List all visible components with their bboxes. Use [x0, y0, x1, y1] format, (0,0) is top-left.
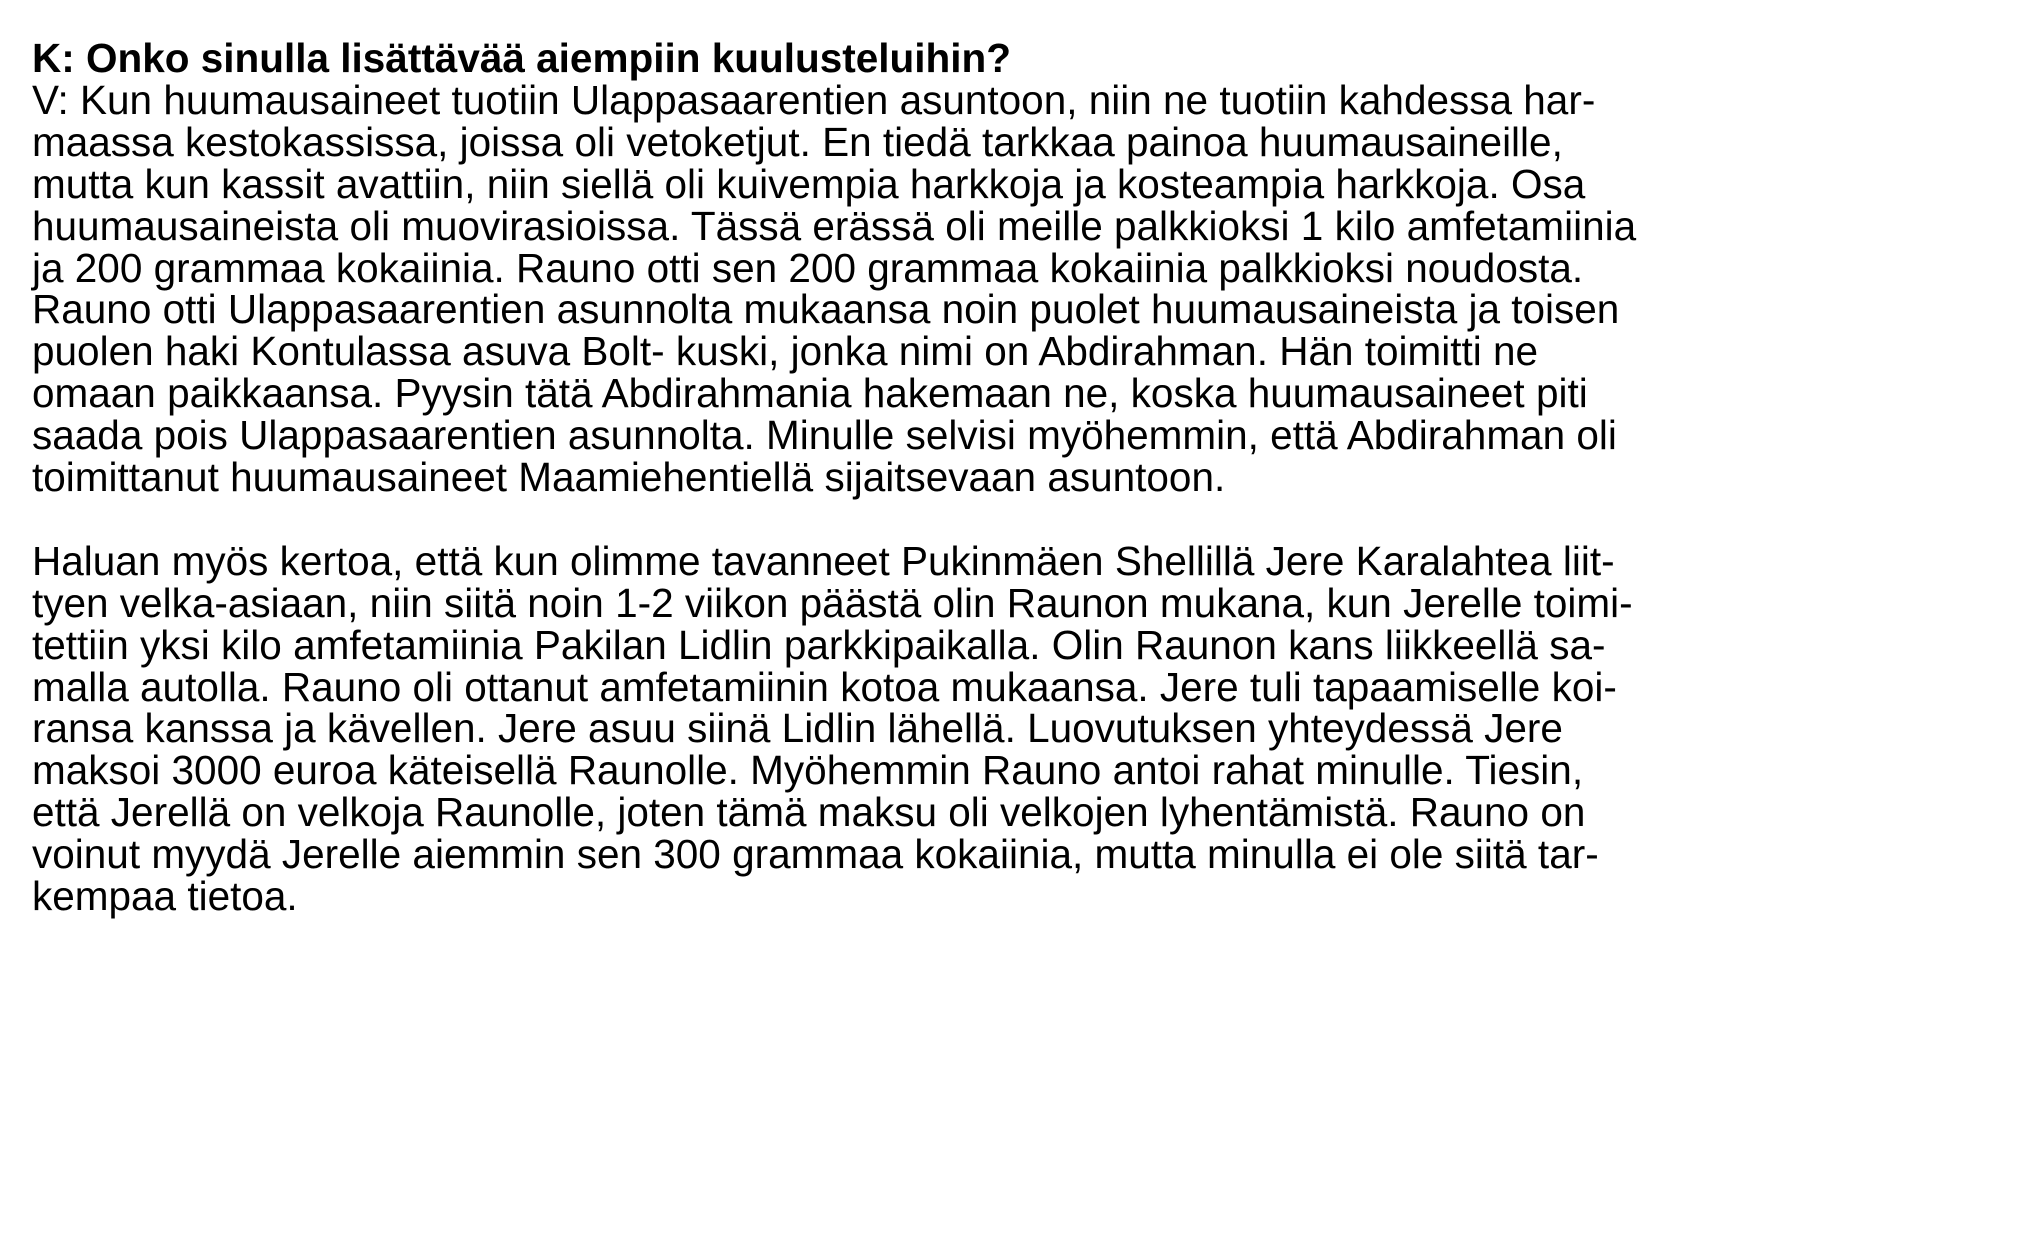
answer-line: mutta kun kassit avattiin, niin siellä oli kuivempia harkkoja ja kosteampia harkkoja. Osa: [32, 160, 1586, 207]
question-heading: K: Onko sinulla lisättävää aiempiin kuulusteluihin?: [32, 35, 1011, 81]
second-paragraph: [32, 537, 2012, 920]
document-page: [32, 35, 2012, 920]
answer-line: huumausaineista oli muovirasioissa. Tässä erässä oli meille palkkioksi 1 kilo amfetamiinia: [32, 202, 1637, 249]
answer-line: saada pois Ulappasaarentien asunnolta. Minulle selvisi myöhemmin, että Abdirahman oli: [32, 412, 1617, 459]
paragraph-line: tyen velka-asiaan, niin siitä noin 1-2 viikon päästä olin Raunon mukana, kun Jerelle toimi-: [32, 579, 1633, 626]
answer-line: omaan paikkaansa. Pyysin tätä Abdirahmania hakemaan ne, koska huumausaineet piti: [32, 370, 1588, 417]
answer-line: maassa kestokassissa, joissa oli vetoketjut. En tiedä tarkkaa painoa huumausaineille,: [32, 118, 1563, 165]
paragraph-line: maksoi 3000 euroa käteisellä Raunolle. Myöhemmin Rauno antoi rahat minulle. Tiesin,: [32, 747, 1584, 794]
paragraph-line: kempaa tietoa.: [32, 873, 298, 920]
paragraph-line: tettiin yksi kilo amfetamiinia Pakilan Lidlin parkkipaikalla. Olin Raunon kans liikkeellä sa-: [32, 621, 1606, 668]
answer-line: V: Kun huumausaineet tuotiin Ulappasaarentien asuntoon, niin ne tuotiin kahdessa har-: [32, 76, 1596, 123]
paragraph-line: Haluan myös kertoa, että kun olimme tavanneet Pukinmäen Shellillä Jere Karalahtea liit-: [32, 537, 1615, 584]
paragraph-line: ransa kanssa ja kävellen. Jere asuu siinä Lidlin lähellä. Luovutuksen yhteydessä Jere: [32, 705, 1563, 752]
answer-paragraph: [32, 76, 2012, 501]
answer-line: puolen haki Kontulassa asuva Bolt- kuski, jonka nimi on Abdirahman. Hän toimitti ne: [32, 328, 1539, 375]
paragraph-line: että Jerellä on velkoja Raunolle, joten tämä maksu oli velkojen lyhentämistä. Rauno on: [32, 789, 1586, 836]
answer-line: Rauno otti Ulappasaarentien asunnolta mukaansa noin puolet huumausaineista ja toisen: [32, 286, 1620, 333]
paragraph-gap: [32, 499, 2012, 541]
answer-line: ja 200 grammaa kokaiinia. Rauno otti sen 200 grammaa kokaiinia palkkioksi noudosta.: [32, 244, 1584, 291]
paragraph-line: voinut myydä Jerelle aiemmin sen 300 grammaa kokaiinia, mutta minulla ei ole siitä tar-: [32, 831, 1599, 878]
paragraph-line: malla autolla. Rauno oli ottanut amfetamiinin kotoa mukaansa. Jere tuli tapaamiselle koi-: [32, 663, 1617, 710]
answer-line: toimittanut huumausaineet Maamiehentiellä sijaitsevaan asuntoon.: [32, 454, 1226, 501]
